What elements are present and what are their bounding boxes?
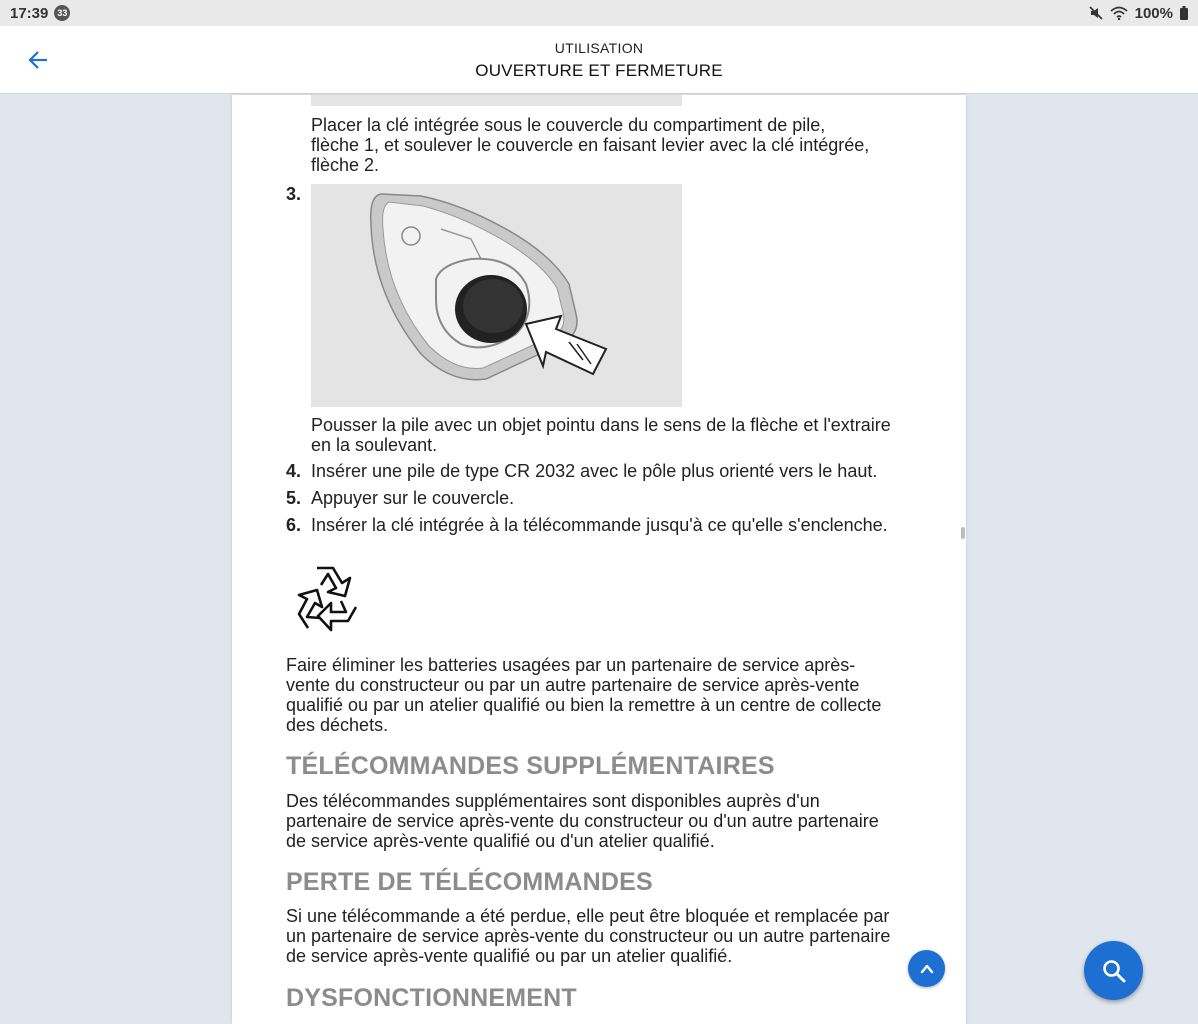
additional-remotes-text: Des télécommandes supplémentaires sont disponibles auprès d'un partenaire de service après-vente du constructeur ou d'un autre partenaire de service après-vente qualifié ou d'un atelier qualifié. (286, 791, 879, 851)
status-time: 17:39 (10, 4, 49, 22)
step4-number: 4. (286, 461, 302, 481)
scroll-to-top-button[interactable] (908, 950, 945, 987)
wifi-icon (1110, 6, 1128, 20)
battery-removal-figure (311, 184, 682, 407)
heading-lost-remotes: PERTE DE TÉLÉCOMMANDES (286, 868, 653, 896)
chevron-up-icon (919, 961, 935, 977)
heading-additional-remotes: TÉLÉCOMMANDES SUPPLÉMENTAIRES (286, 752, 775, 780)
page-title: OUVERTURE ET FERMETURE (475, 61, 723, 80)
battery-icon (1180, 6, 1188, 20)
document-page (232, 95, 966, 1024)
header-titles (0, 40, 1198, 81)
heading-malfunction: DYSFONCTIONNEMENT (286, 984, 577, 1012)
lost-remotes-text: Si une télécommande a été perdue, elle peut être bloquée et remplacée par un partenaire de service après-vente du constructeur ou un autre partenaire de service après-vente qualifié ou par un atelier qualifié. (286, 906, 891, 966)
mute-icon (1089, 6, 1103, 20)
status-icons (1089, 5, 1188, 22)
header-section: UTILISATION (554, 40, 644, 56)
search-icon (1101, 958, 1127, 984)
app-header (0, 26, 1198, 94)
step4-text: Insérer une pile de type CR 2032 avec le pôle plus orienté vers le haut. (311, 461, 878, 481)
battery-level: 100% (1134, 4, 1173, 22)
step3-text: Pousser la pile avec un objet pointu dans le sens de la flèche et l'extraire en la soulevant. (311, 415, 891, 455)
status-bar (0, 0, 1198, 26)
recycle-icon (286, 559, 366, 639)
step5-number: 5. (286, 488, 302, 508)
disposal-text: Faire éliminer les batteries usagées par un partenaire de service après- vente du constructeur ou par un autre partenaire de service après-vente qualifié ou par un atelier qualifié ou bien la remettre à un centre de collecte des déchets. (286, 655, 882, 735)
step2-text: Placer la clé intégrée sous le couvercle du compartiment de pile, flèche 1, et soulever le couvercle en faisant levier avec la clé intégrée, flèche 2. (311, 115, 870, 175)
notification-count-badge: 33 (54, 5, 70, 21)
step6-text: Insérer la clé intégrée à la télécommande jusqu'à ce qu'elle s'enclenche. (311, 515, 888, 535)
search-button[interactable] (1084, 941, 1143, 1000)
key-battery-illustration (311, 184, 682, 407)
scroll-indicator[interactable] (961, 527, 965, 539)
step5-text: Appuyer sur le couvercle. (311, 488, 515, 508)
step2-figure-bottom (311, 95, 682, 106)
step6-number: 6. (286, 515, 302, 535)
step3-number: 3. (286, 184, 302, 204)
